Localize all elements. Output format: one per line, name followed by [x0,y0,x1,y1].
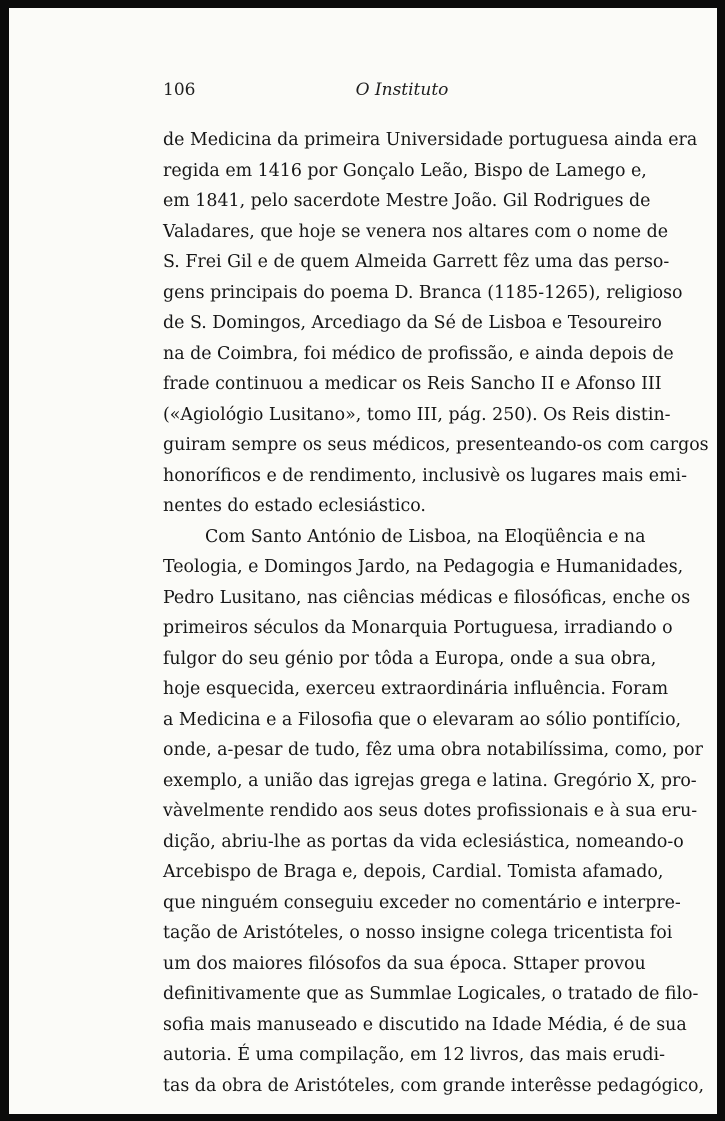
text-line: frade continuou a medicar os Reis Sancho II e Afonso III [163,374,662,394]
running-title: O Instituto [355,80,449,100]
text-line: a Medicina e a Filosofia que o elevaram ao sólio pontifício, [163,709,682,730]
body-text [163,125,709,1101]
text-line: primeiros séculos da Monarquia Portuguesa, irradiando o [163,618,673,638]
book-page [9,8,717,1114]
page-header [163,80,641,104]
text-line: dição, abriu-lhe as portas da vida eclesiástica, nomeando-o [163,831,684,852]
text-line: na de Coimbra, foi médico de profissão, e ainda depois de [163,343,674,364]
text-line: Com Santo António de Lisboa, na Eloqüência e na [205,526,646,547]
text-line: Valadares, que hoje se venera nos altares com o nome de [163,221,669,242]
text-line: definitivamente que as Summlae Logicales, o tratado de filo- [163,984,699,1004]
text-line: tação de Aristóteles, o nosso insigne colega tricentista foi [163,923,673,943]
text-line: Teologia, e Domingos Jardo, na Pedagogia e Humanidades, [163,557,684,577]
text-line: («Agiológio Lusitano», tomo III, pág. 250). Os Reis distin- [163,404,671,425]
text-line: que ninguém conseguiu exceder no comentário e interpre- [163,892,681,913]
text-line: gens principais do poema D. Branca (1185-1265), religioso [163,282,683,303]
text-line: em 1841, pelo sacerdote Mestre João. Gil Rodrigues de [163,191,651,211]
text-line: hoje esquecida, exerceu extraordinária influência. Foram [163,679,669,699]
text-line: de S. Domingos, Arcediago da Sé de Lisboa e Tesoureiro [163,313,662,333]
text-line: Arcebispo de Braga e, depois, Cardial. Tomista afamado, [163,862,664,882]
text-line: guiram sempre os seus médicos, presenteando-os com cargos [163,435,709,455]
text-line: autoria. É uma compilação, em 12 livros, das mais erudi- [163,1045,665,1065]
text-line: Pedro Lusitano, nas ciências médicas e filosóficas, enche os [163,587,691,608]
text-line: sofia mais manuseado e discutido na Idade Média, é de sua [163,1014,687,1035]
paragraph [163,522,705,1102]
text-line: tas da obra de Aristóteles, com grande interêsse pedagógico, [163,1075,705,1096]
text-line: vàvelmente rendido aos seus dotes profissionais e à sua eru- [163,801,698,821]
text-line: um dos maiores filósofos da sua época. Sttaper provou [163,953,646,974]
paragraph [163,125,709,522]
text-line: fulgor do seu génio por tôda a Europa, onde a sua obra, [163,648,657,669]
text-line: regida em 1416 por Gonçalo Leão, Bispo de Lamego e, [163,160,647,181]
text-line: de Medicina da primeira Universidade portuguesa ainda era [163,130,698,150]
text-line: honoríficos e de rendimento, inclusivè os lugares mais emi- [163,465,687,486]
text-line: nentes do estado eclesiástico. [163,496,426,516]
text-line: S. Frei Gil e de quem Almeida Garrett fêz uma das perso- [163,252,670,272]
text-line: onde, a-pesar de tudo, fêz uma obra notabilíssima, como, por [163,740,703,760]
page-number: 106 [163,80,196,100]
text-line: exemplo, a união das igrejas grega e latina. Gregório X, pro- [163,770,697,791]
